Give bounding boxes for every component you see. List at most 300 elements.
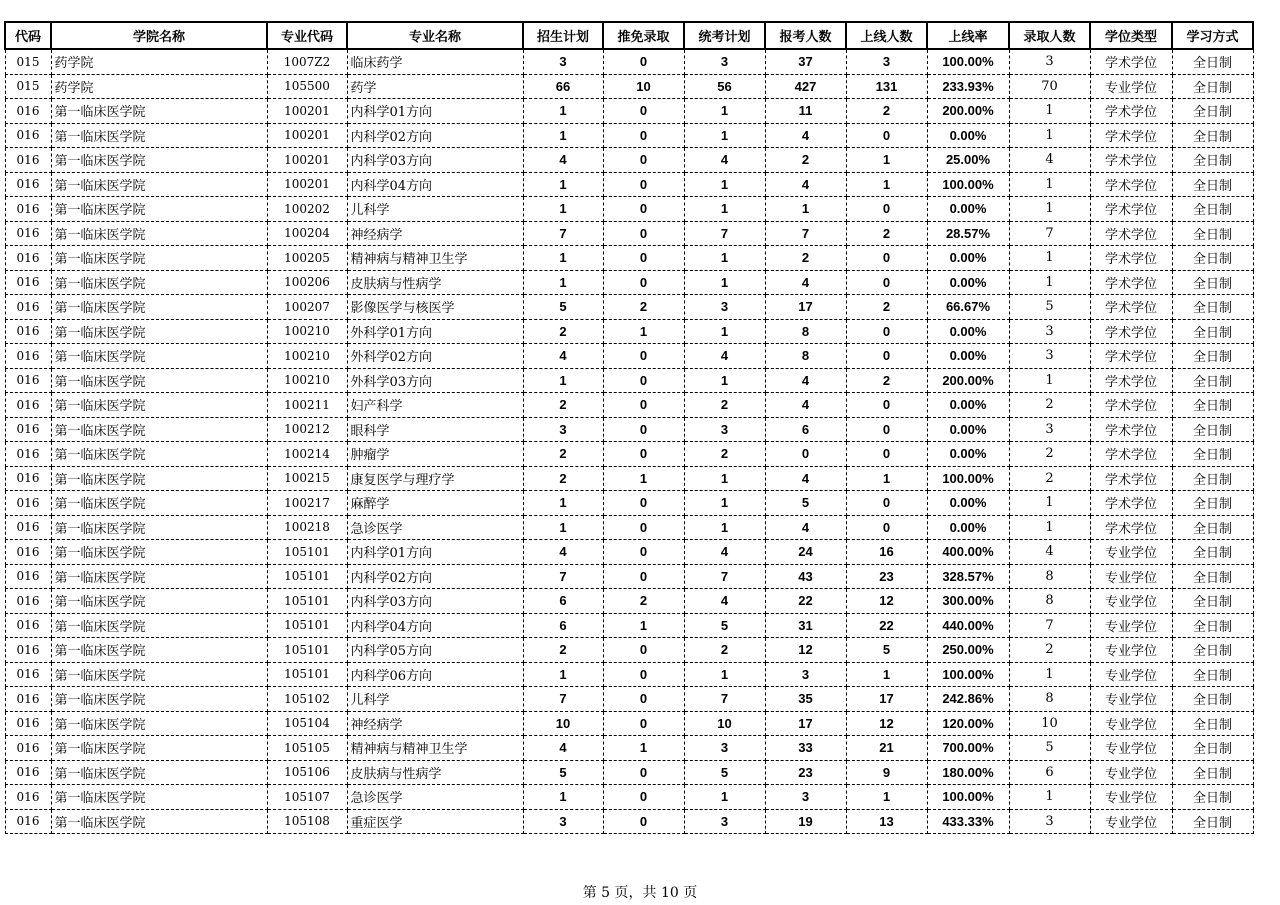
cell-major-name: 皮肤病与性病学 [347, 760, 523, 785]
cell-college-name: 第一临床医学院 [51, 711, 267, 736]
cell-qualify-rate: 66.67% [927, 295, 1009, 320]
cell-exempt-admitted: 2 [603, 295, 684, 320]
cell-exam-plan: 2 [684, 393, 765, 418]
cell-college-code: 016 [5, 344, 51, 369]
cell-qualified: 5 [846, 638, 927, 663]
cell-admitted: 8 [1009, 589, 1090, 614]
cell-exempt-admitted: 0 [603, 442, 684, 467]
cell-qualify-rate: 0.00% [927, 344, 1009, 369]
cell-applicants: 31 [765, 613, 846, 638]
cell-enrollment-plan: 5 [523, 760, 603, 785]
col-header-major-code: 专业代码 [267, 22, 347, 49]
cell-qualify-rate: 100.00% [927, 466, 1009, 491]
cell-applicants: 11 [765, 99, 846, 124]
cell-major-code: 100211 [267, 393, 347, 418]
cell-exam-plan: 1 [684, 246, 765, 271]
cell-qualified: 9 [846, 760, 927, 785]
cell-qualified: 1 [846, 785, 927, 810]
cell-exempt-admitted: 1 [603, 613, 684, 638]
cell-major-name: 内科学05方向 [347, 638, 523, 663]
cell-study-mode: 全日制 [1172, 221, 1253, 246]
cell-qualify-rate: 233.93% [927, 74, 1009, 99]
cell-exam-plan: 7 [684, 221, 765, 246]
cell-qualified: 21 [846, 736, 927, 761]
cell-enrollment-plan: 7 [523, 564, 603, 589]
cell-qualify-rate: 300.00% [927, 589, 1009, 614]
cell-major-name: 外科学01方向 [347, 319, 523, 344]
table-row [5, 344, 1253, 369]
cell-study-mode: 全日制 [1172, 466, 1253, 491]
cell-applicants: 17 [765, 295, 846, 320]
col-header-college-name: 学院名称 [51, 22, 267, 49]
cell-college-name: 第一临床医学院 [51, 270, 267, 295]
cell-study-mode: 全日制 [1172, 809, 1253, 834]
cell-enrollment-plan: 6 [523, 613, 603, 638]
cell-enrollment-plan: 1 [523, 270, 603, 295]
cell-study-mode: 全日制 [1172, 246, 1253, 271]
cell-exam-plan: 1 [684, 785, 765, 810]
cell-major-name: 肿瘤学 [347, 442, 523, 467]
cell-qualified: 3 [846, 49, 927, 74]
cell-degree-type: 专业学位 [1090, 760, 1172, 785]
cell-admitted: 7 [1009, 613, 1090, 638]
col-header-admitted: 录取人数 [1009, 22, 1090, 49]
table-row [5, 613, 1253, 638]
cell-college-name: 药学院 [51, 74, 267, 99]
cell-major-name: 儿科学 [347, 687, 523, 712]
cell-college-code: 016 [5, 564, 51, 589]
cell-admitted: 1 [1009, 368, 1090, 393]
cell-enrollment-plan: 7 [523, 687, 603, 712]
cell-exempt-admitted: 0 [603, 515, 684, 540]
cell-major-name: 内科学03方向 [347, 589, 523, 614]
cell-major-code: 100218 [267, 515, 347, 540]
cell-admitted: 4 [1009, 540, 1090, 565]
cell-qualify-rate: 400.00% [927, 540, 1009, 565]
table-row [5, 246, 1253, 271]
cell-qualify-rate: 0.00% [927, 246, 1009, 271]
cell-college-name: 第一临床医学院 [51, 246, 267, 271]
cell-college-code: 016 [5, 491, 51, 516]
cell-qualify-rate: 0.00% [927, 491, 1009, 516]
cell-applicants: 19 [765, 809, 846, 834]
table-row [5, 442, 1253, 467]
cell-study-mode: 全日制 [1172, 540, 1253, 565]
cell-college-name: 第一临床医学院 [51, 221, 267, 246]
cell-major-name: 儿科学 [347, 197, 523, 222]
cell-applicants: 37 [765, 49, 846, 74]
table-row [5, 148, 1253, 173]
cell-college-name: 第一临床医学院 [51, 613, 267, 638]
cell-major-code: 100212 [267, 417, 347, 442]
cell-enrollment-plan: 3 [523, 417, 603, 442]
cell-degree-type: 学术学位 [1090, 344, 1172, 369]
cell-college-code: 016 [5, 172, 51, 197]
cell-degree-type: 学术学位 [1090, 148, 1172, 173]
cell-college-name: 第一临床医学院 [51, 197, 267, 222]
cell-degree-type: 专业学位 [1090, 638, 1172, 663]
cell-major-name: 麻醉学 [347, 491, 523, 516]
cell-enrollment-plan: 1 [523, 99, 603, 124]
table-row [5, 99, 1253, 124]
cell-exam-plan: 4 [684, 589, 765, 614]
cell-exam-plan: 3 [684, 295, 765, 320]
table-row [5, 687, 1253, 712]
cell-college-code: 016 [5, 687, 51, 712]
cell-college-code: 016 [5, 613, 51, 638]
cell-admitted: 1 [1009, 99, 1090, 124]
cell-exempt-admitted: 10 [603, 74, 684, 99]
cell-exempt-admitted: 0 [603, 99, 684, 124]
cell-applicants: 2 [765, 246, 846, 271]
cell-enrollment-plan: 4 [523, 540, 603, 565]
cell-applicants: 23 [765, 760, 846, 785]
cell-exempt-admitted: 0 [603, 368, 684, 393]
table-row [5, 221, 1253, 246]
cell-admitted: 1 [1009, 246, 1090, 271]
cell-qualified: 131 [846, 74, 927, 99]
cell-major-code: 105500 [267, 74, 347, 99]
cell-qualify-rate: 0.00% [927, 417, 1009, 442]
cell-exam-plan: 1 [684, 270, 765, 295]
cell-degree-type: 学术学位 [1090, 123, 1172, 148]
cell-degree-type: 专业学位 [1090, 589, 1172, 614]
cell-college-name: 第一临床医学院 [51, 442, 267, 467]
cell-major-code: 105101 [267, 662, 347, 687]
table-row [5, 638, 1253, 663]
cell-degree-type: 学术学位 [1090, 270, 1172, 295]
cell-admitted: 1 [1009, 197, 1090, 222]
cell-major-code: 100205 [267, 246, 347, 271]
cell-college-name: 第一临床医学院 [51, 809, 267, 834]
cell-major-code: 100210 [267, 368, 347, 393]
cell-degree-type: 专业学位 [1090, 74, 1172, 99]
cell-qualify-rate: 433.33% [927, 809, 1009, 834]
cell-study-mode: 全日制 [1172, 270, 1253, 295]
cell-major-name: 重症医学 [347, 809, 523, 834]
cell-exam-plan: 1 [684, 662, 765, 687]
cell-exempt-admitted: 0 [603, 148, 684, 173]
cell-qualify-rate: 242.86% [927, 687, 1009, 712]
cell-study-mode: 全日制 [1172, 662, 1253, 687]
cell-degree-type: 学术学位 [1090, 466, 1172, 491]
cell-applicants: 427 [765, 74, 846, 99]
cell-enrollment-plan: 6 [523, 589, 603, 614]
cell-degree-type: 学术学位 [1090, 246, 1172, 271]
cell-applicants: 33 [765, 736, 846, 761]
cell-study-mode: 全日制 [1172, 589, 1253, 614]
cell-qualify-rate: 180.00% [927, 760, 1009, 785]
cell-qualify-rate: 700.00% [927, 736, 1009, 761]
cell-applicants: 35 [765, 687, 846, 712]
cell-study-mode: 全日制 [1172, 711, 1253, 736]
cell-qualified: 1 [846, 466, 927, 491]
cell-qualify-rate: 0.00% [927, 197, 1009, 222]
cell-college-code: 016 [5, 809, 51, 834]
cell-admitted: 2 [1009, 393, 1090, 418]
cell-admitted: 8 [1009, 687, 1090, 712]
cell-applicants: 8 [765, 319, 846, 344]
cell-exempt-admitted: 0 [603, 785, 684, 810]
cell-study-mode: 全日制 [1172, 393, 1253, 418]
cell-applicants: 4 [765, 466, 846, 491]
cell-major-name: 急诊医学 [347, 515, 523, 540]
cell-qualify-rate: 25.00% [927, 148, 1009, 173]
cell-major-name: 内科学03方向 [347, 148, 523, 173]
cell-degree-type: 专业学位 [1090, 662, 1172, 687]
cell-enrollment-plan: 4 [523, 736, 603, 761]
cell-exempt-admitted: 0 [603, 172, 684, 197]
cell-enrollment-plan: 4 [523, 344, 603, 369]
cell-college-name: 第一临床医学院 [51, 319, 267, 344]
cell-college-code: 016 [5, 368, 51, 393]
cell-exam-plan: 1 [684, 197, 765, 222]
table-row [5, 49, 1253, 74]
cell-exempt-admitted: 1 [603, 319, 684, 344]
cell-degree-type: 专业学位 [1090, 564, 1172, 589]
cell-degree-type: 学术学位 [1090, 442, 1172, 467]
cell-qualified: 1 [846, 148, 927, 173]
cell-admitted: 3 [1009, 417, 1090, 442]
cell-qualified: 1 [846, 662, 927, 687]
cell-qualified: 0 [846, 123, 927, 148]
cell-qualified: 13 [846, 809, 927, 834]
cell-college-name: 第一临床医学院 [51, 785, 267, 810]
cell-degree-type: 学术学位 [1090, 491, 1172, 516]
cell-exempt-admitted: 0 [603, 491, 684, 516]
cell-exempt-admitted: 0 [603, 123, 684, 148]
cell-major-code: 100210 [267, 319, 347, 344]
cell-major-name: 外科学03方向 [347, 368, 523, 393]
cell-qualified: 22 [846, 613, 927, 638]
cell-study-mode: 全日制 [1172, 613, 1253, 638]
cell-enrollment-plan: 1 [523, 491, 603, 516]
cell-qualified: 0 [846, 515, 927, 540]
cell-applicants: 4 [765, 172, 846, 197]
cell-major-name: 内科学01方向 [347, 99, 523, 124]
cell-admitted: 3 [1009, 319, 1090, 344]
cell-college-code: 016 [5, 123, 51, 148]
cell-exempt-admitted: 0 [603, 564, 684, 589]
cell-enrollment-plan: 2 [523, 393, 603, 418]
cell-qualify-rate: 328.57% [927, 564, 1009, 589]
cell-enrollment-plan: 4 [523, 148, 603, 173]
cell-exempt-admitted: 0 [603, 809, 684, 834]
table-row [5, 417, 1253, 442]
cell-college-name: 第一临床医学院 [51, 736, 267, 761]
table-row [5, 662, 1253, 687]
cell-enrollment-plan: 1 [523, 246, 603, 271]
cell-admitted: 1 [1009, 662, 1090, 687]
cell-qualify-rate: 0.00% [927, 319, 1009, 344]
cell-admitted: 70 [1009, 74, 1090, 99]
cell-study-mode: 全日制 [1172, 417, 1253, 442]
cell-exempt-admitted: 0 [603, 540, 684, 565]
cell-enrollment-plan: 7 [523, 221, 603, 246]
cell-qualified: 2 [846, 368, 927, 393]
cell-qualify-rate: 100.00% [927, 785, 1009, 810]
cell-admitted: 4 [1009, 148, 1090, 173]
col-header-major-name: 专业名称 [347, 22, 523, 49]
cell-exam-plan: 3 [684, 417, 765, 442]
cell-college-code: 016 [5, 221, 51, 246]
cell-major-code: 100201 [267, 123, 347, 148]
cell-admitted: 5 [1009, 736, 1090, 761]
cell-qualified: 2 [846, 295, 927, 320]
cell-exam-plan: 1 [684, 99, 765, 124]
cell-admitted: 1 [1009, 785, 1090, 810]
cell-major-name: 眼科学 [347, 417, 523, 442]
cell-major-code: 105101 [267, 589, 347, 614]
cell-college-code: 015 [5, 74, 51, 99]
cell-exam-plan: 2 [684, 638, 765, 663]
table-row [5, 319, 1253, 344]
col-header-qualified: 上线人数 [846, 22, 927, 49]
cell-exam-plan: 7 [684, 564, 765, 589]
cell-college-name: 第一临床医学院 [51, 344, 267, 369]
cell-major-code: 100214 [267, 442, 347, 467]
cell-qualify-rate: 0.00% [927, 270, 1009, 295]
cell-college-name: 药学院 [51, 49, 267, 74]
cell-college-code: 016 [5, 148, 51, 173]
cell-applicants: 4 [765, 368, 846, 393]
cell-major-code: 100201 [267, 99, 347, 124]
cell-study-mode: 全日制 [1172, 515, 1253, 540]
cell-exam-plan: 10 [684, 711, 765, 736]
cell-exam-plan: 3 [684, 736, 765, 761]
table-row [5, 736, 1253, 761]
cell-college-code: 016 [5, 295, 51, 320]
cell-major-code: 105106 [267, 760, 347, 785]
cell-degree-type: 学术学位 [1090, 197, 1172, 222]
table-row [5, 564, 1253, 589]
cell-qualified: 16 [846, 540, 927, 565]
cell-major-code: 105102 [267, 687, 347, 712]
cell-applicants: 43 [765, 564, 846, 589]
cell-exam-plan: 5 [684, 760, 765, 785]
cell-college-code: 015 [5, 49, 51, 74]
cell-study-mode: 全日制 [1172, 148, 1253, 173]
cell-degree-type: 专业学位 [1090, 613, 1172, 638]
cell-admitted: 8 [1009, 564, 1090, 589]
cell-qualify-rate: 440.00% [927, 613, 1009, 638]
cell-applicants: 12 [765, 638, 846, 663]
cell-admitted: 2 [1009, 442, 1090, 467]
cell-exam-plan: 1 [684, 466, 765, 491]
cell-applicants: 3 [765, 785, 846, 810]
col-header-college-code: 代码 [5, 22, 51, 49]
table-row [5, 515, 1253, 540]
cell-qualify-rate: 28.57% [927, 221, 1009, 246]
cell-qualify-rate: 100.00% [927, 662, 1009, 687]
cell-major-code: 100207 [267, 295, 347, 320]
cell-admitted: 1 [1009, 491, 1090, 516]
cell-exam-plan: 4 [684, 344, 765, 369]
cell-college-name: 第一临床医学院 [51, 515, 267, 540]
cell-degree-type: 学术学位 [1090, 295, 1172, 320]
table-row [5, 711, 1253, 736]
cell-admitted: 2 [1009, 638, 1090, 663]
cell-exam-plan: 1 [684, 172, 765, 197]
cell-college-name: 第一临床医学院 [51, 687, 267, 712]
cell-exempt-admitted: 1 [603, 466, 684, 491]
cell-degree-type: 学术学位 [1090, 417, 1172, 442]
cell-exam-plan: 4 [684, 148, 765, 173]
cell-exempt-admitted: 0 [603, 197, 684, 222]
cell-study-mode: 全日制 [1172, 736, 1253, 761]
cell-enrollment-plan: 1 [523, 172, 603, 197]
cell-college-code: 016 [5, 711, 51, 736]
cell-major-code: 105104 [267, 711, 347, 736]
cell-major-code: 100210 [267, 344, 347, 369]
cell-college-name: 第一临床医学院 [51, 148, 267, 173]
cell-enrollment-plan: 1 [523, 123, 603, 148]
cell-admitted: 1 [1009, 123, 1090, 148]
cell-college-name: 第一临床医学院 [51, 295, 267, 320]
cell-college-code: 016 [5, 515, 51, 540]
cell-exempt-admitted: 1 [603, 736, 684, 761]
cell-major-code: 105108 [267, 809, 347, 834]
cell-major-name: 临床药学 [347, 49, 523, 74]
table-row [5, 393, 1253, 418]
cell-qualified: 0 [846, 491, 927, 516]
cell-major-name: 外科学02方向 [347, 344, 523, 369]
cell-college-code: 016 [5, 638, 51, 663]
admissions-table [4, 21, 1254, 834]
cell-admitted: 3 [1009, 49, 1090, 74]
table-row [5, 540, 1253, 565]
table-row [5, 809, 1253, 834]
cell-college-code: 016 [5, 589, 51, 614]
cell-qualify-rate: 0.00% [927, 442, 1009, 467]
cell-degree-type: 学术学位 [1090, 368, 1172, 393]
table-row [5, 760, 1253, 785]
cell-major-name: 内科学06方向 [347, 662, 523, 687]
col-header-applicants: 报考人数 [765, 22, 846, 49]
cell-college-code: 016 [5, 417, 51, 442]
cell-enrollment-plan: 2 [523, 442, 603, 467]
cell-college-name: 第一临床医学院 [51, 491, 267, 516]
cell-applicants: 4 [765, 123, 846, 148]
cell-qualified: 0 [846, 246, 927, 271]
cell-applicants: 6 [765, 417, 846, 442]
cell-degree-type: 学术学位 [1090, 221, 1172, 246]
cell-applicants: 0 [765, 442, 846, 467]
cell-major-name: 精神病与精神卫生学 [347, 736, 523, 761]
cell-exam-plan: 1 [684, 491, 765, 516]
cell-college-name: 第一临床医学院 [51, 540, 267, 565]
cell-admitted: 3 [1009, 344, 1090, 369]
table-row [5, 123, 1253, 148]
cell-college-code: 016 [5, 736, 51, 761]
cell-enrollment-plan: 10 [523, 711, 603, 736]
cell-qualified: 0 [846, 393, 927, 418]
cell-major-code: 100204 [267, 221, 347, 246]
cell-degree-type: 专业学位 [1090, 711, 1172, 736]
cell-applicants: 5 [765, 491, 846, 516]
cell-qualify-rate: 100.00% [927, 172, 1009, 197]
cell-qualified: 23 [846, 564, 927, 589]
cell-college-name: 第一临床医学院 [51, 589, 267, 614]
cell-enrollment-plan: 1 [523, 662, 603, 687]
cell-college-code: 016 [5, 197, 51, 222]
cell-degree-type: 专业学位 [1090, 540, 1172, 565]
page-footer: 第 5 页，共 10 页 [582, 885, 698, 901]
cell-study-mode: 全日制 [1172, 344, 1253, 369]
cell-enrollment-plan: 1 [523, 515, 603, 540]
table-row [5, 785, 1253, 810]
cell-major-code: 105101 [267, 638, 347, 663]
